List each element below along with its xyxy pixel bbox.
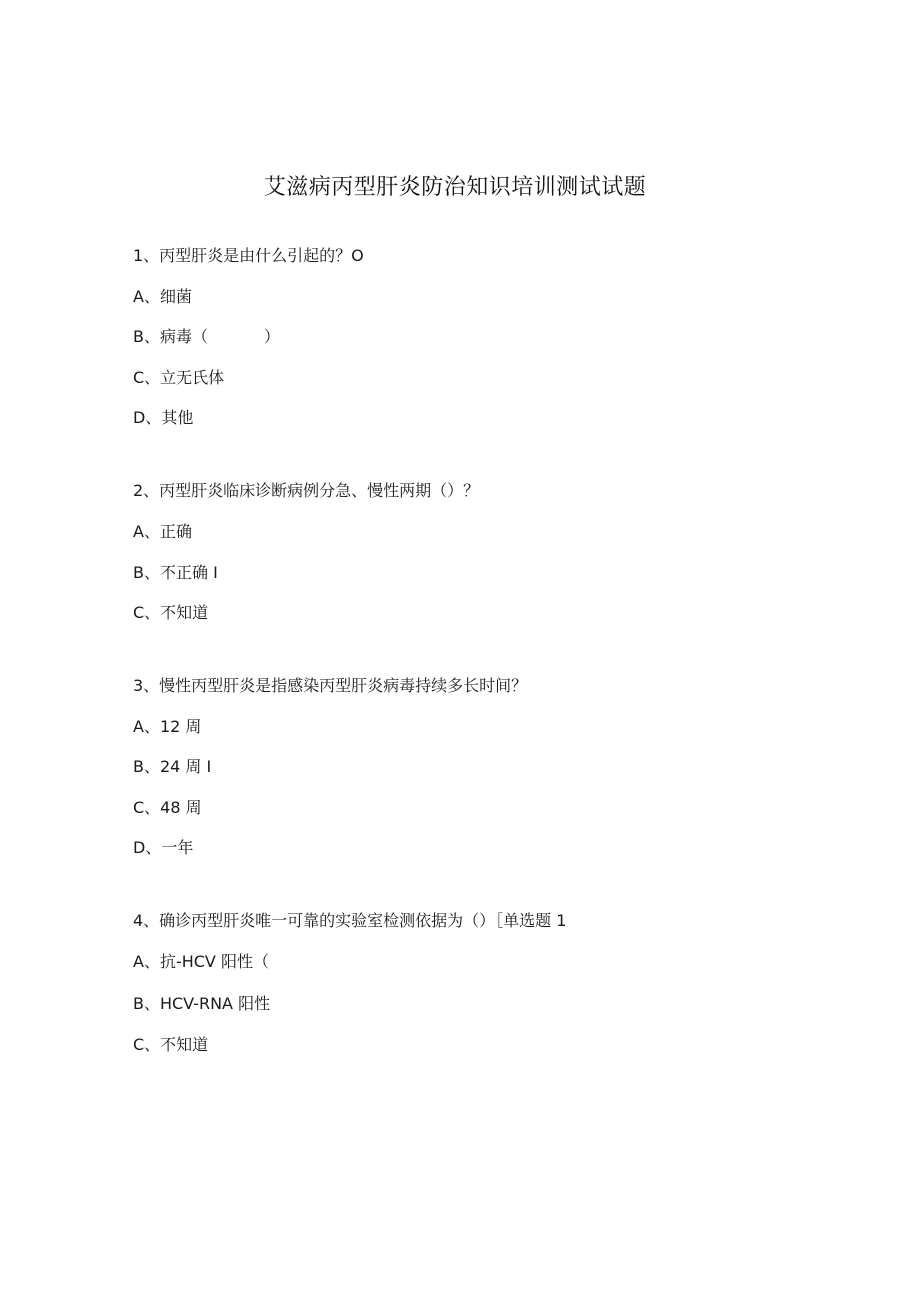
question-4-option-a: A、抗-HCV 阳性（ (133, 952, 269, 971)
question-1-option-a: A、细菌 (133, 287, 192, 306)
question-2-option-c: C、不知道 (133, 603, 209, 622)
question-4-option-c: C、不知道 (133, 1035, 209, 1054)
question-1-option-b: B、病毒（ ） (133, 327, 280, 346)
question-1-option-d: D、其他 (133, 408, 194, 427)
page-title: 艾滋病丙型肝炎防治知识培训测试试题 (263, 175, 647, 200)
question-3-text: 3、慢性丙型肝炎是指感染丙型肝炎病毒持续多长时间？ (133, 676, 528, 695)
question-2-option-a: A、正确 (133, 522, 192, 541)
question-2-option-b: B、不正确 I (133, 563, 218, 582)
question-3-option-b: B、24 周 I (133, 757, 212, 776)
question-3-option-c: C、48 周 (133, 798, 202, 817)
question-3-option-d: D、一年 (133, 838, 194, 857)
question-3-option-a: A、12 周 (133, 717, 202, 736)
question-2-text: 2、丙型肝炎临床诊断病例分急、慢性两期（）？ (133, 481, 480, 500)
question-1-text: 1、丙型肝炎是由什么引起的？O (133, 246, 364, 265)
question-4-option-b: B、HCV-RNA 阳性 (133, 994, 271, 1013)
question-1-option-c: C、立无氏体 (133, 368, 225, 387)
question-4-text: 4、确诊丙型肝炎唯一可靠的实验室检测依据为（）［单选题 1 (133, 911, 567, 930)
